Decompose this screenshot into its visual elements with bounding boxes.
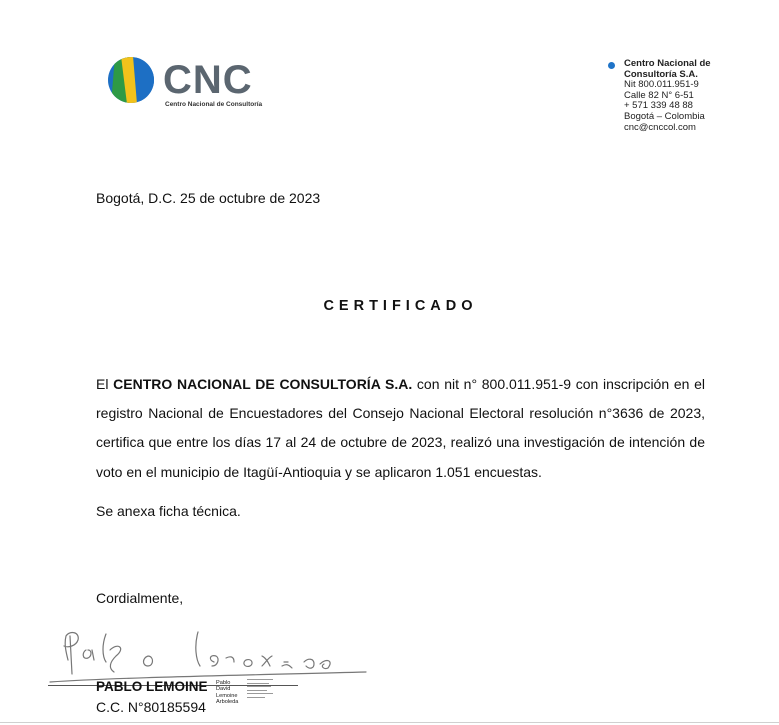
signer-id: C.C. N°80185594 bbox=[96, 699, 206, 715]
closing-salutation: Cordialmente, bbox=[96, 590, 184, 606]
digital-signature-line: Lemoine bbox=[216, 692, 238, 699]
body-rest: con nit n° 800.011.951-9 con inscripción en el registro Nacional de Encuestadores del Consejo Nacional Electoral resolución n°3636 de 2023, certifica que entre los días 17 al 24 de octubre de 2023, realizó una investigación de intención de voto en el municipio de Itagüí-Antioquia y se aplicaron 1.051 encuestas. bbox=[96, 376, 705, 480]
digital-signature-line: David bbox=[216, 686, 231, 693]
contact-city: Bogotá – Colombia bbox=[624, 110, 705, 122]
contact-email: cnc@cnccol.com bbox=[624, 121, 696, 133]
logo-subtitle: Centro Nacional de Consultoría bbox=[165, 101, 263, 108]
handwritten-signature bbox=[48, 622, 368, 686]
digital-signature-line: Arboleda bbox=[216, 699, 239, 706]
digital-signature-line: Pablo bbox=[216, 680, 231, 686]
logo-wordmark: CNC bbox=[163, 58, 253, 102]
page-bottom-rule bbox=[0, 722, 779, 723]
digital-signature-name bbox=[216, 680, 238, 706]
signer-name: PABLO LEMOINE bbox=[96, 679, 208, 694]
contact-nit: Nit 800.011.951-9 bbox=[624, 79, 699, 91]
document-date: Bogotá, D.C. 25 de octubre de 2023 bbox=[96, 190, 321, 206]
contact-name-line2: Consultoría S.A. bbox=[624, 68, 698, 80]
contact-address: Calle 82 N° 6-51 bbox=[624, 89, 694, 101]
annex-note: Se anexa ficha técnica. bbox=[96, 503, 241, 519]
body-company-name: CENTRO NACIONAL DE CONSULTORÍA S.A. bbox=[113, 376, 413, 392]
certificate-body bbox=[96, 370, 705, 487]
document-title: CERTIFICADO bbox=[323, 298, 478, 314]
cnc-logo-icon bbox=[107, 56, 155, 104]
contact-name-line1: Centro Nacional de bbox=[624, 58, 711, 69]
company-contact-block bbox=[624, 59, 711, 133]
contact-bullet-icon bbox=[608, 62, 615, 69]
digital-signature-fine-print bbox=[247, 679, 275, 700]
contact-phone: + 571 339 48 88 bbox=[624, 100, 693, 112]
body-lead: El bbox=[96, 376, 109, 392]
company-logo bbox=[107, 56, 267, 116]
